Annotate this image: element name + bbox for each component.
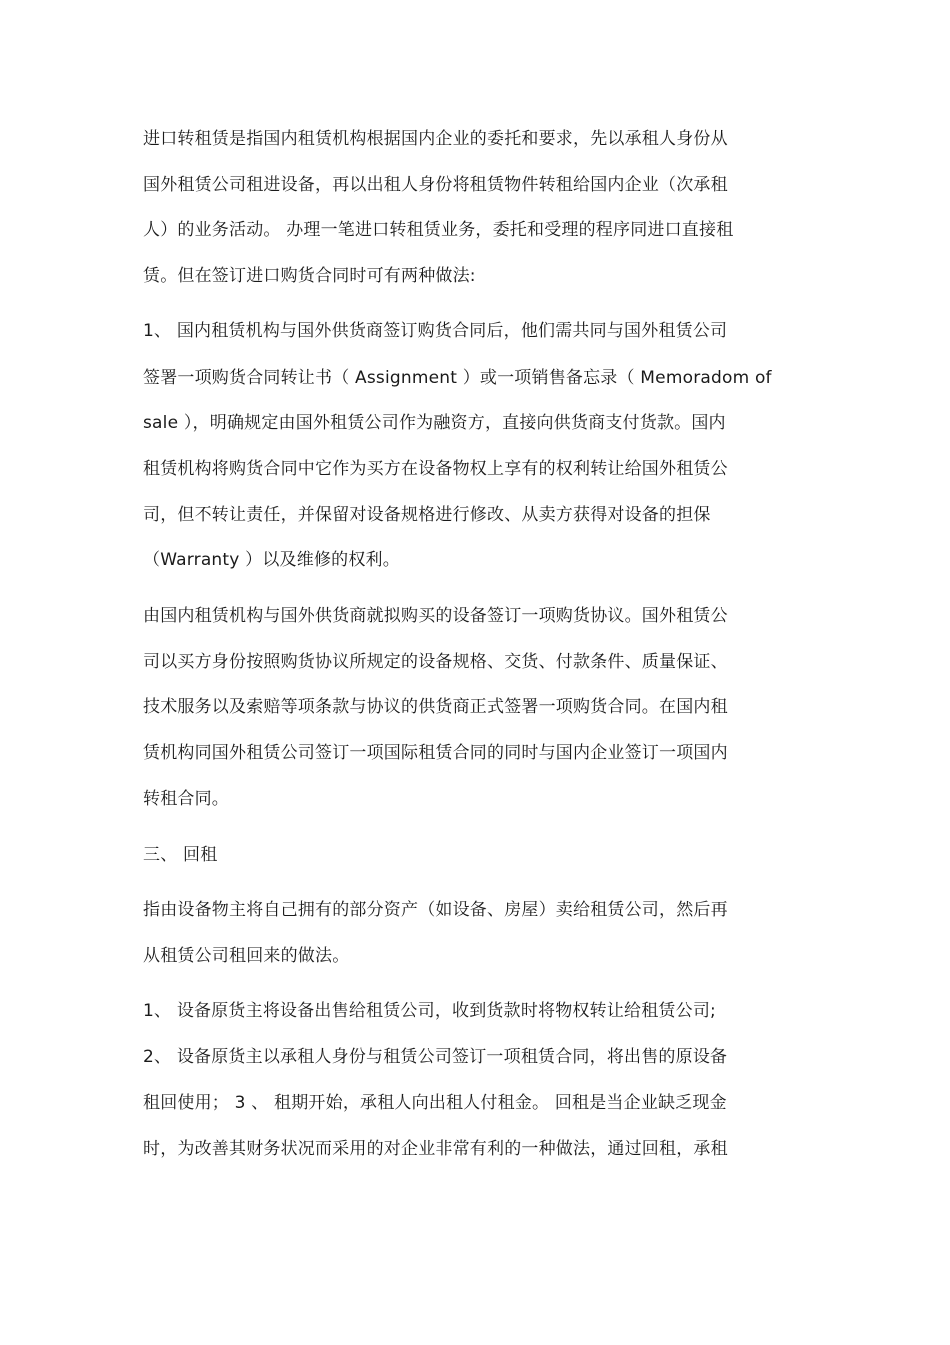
section-heading: 三、 回租	[143, 845, 218, 865]
paragraph4-line: 从租赁公司租回来的做法。	[143, 946, 350, 966]
paragraph3-line: 赁机构同国外租赁公司签订一项国际租赁合同的同时与国内企业签订一项国内	[143, 743, 728, 763]
paragraph6-line: 租回使用； 3 、 租期开始，承租人向出租人付租金。 回租是当企业缺乏现金	[143, 1093, 727, 1113]
paragraph6-line: 时，为改善其财务状况而采用的对企业非常有利的一种做法，通过回租，承租	[143, 1139, 728, 1159]
paragraph5-line: 1、 设备原货主将设备出售给租赁公司，收到货款时将物权转让给租赁公司;	[143, 1001, 716, 1021]
paragraph2-line: 租赁机构将购货合同中它作为买方在设备物权上享有的权利转让给国外租赁公	[143, 459, 728, 479]
paragraph6-line: 2、 设备原货主以承租人身份与租赁公司签订一项租赁合同，将出售的原设备	[143, 1047, 728, 1067]
paragraph1-line: 进口转租赁是指国内租赁机构根据国内企业的委托和要求，先以承租人身份从	[143, 129, 728, 149]
paragraph4-line: 指由设备物主将自己拥有的部分资产（如设备、房屋）卖给租赁公司，然后再	[143, 900, 728, 920]
paragraph2-line: 1、 国内租赁机构与国外供货商签订购货合同后，他们需共同与国外租赁公司	[143, 321, 728, 341]
paragraph1-line: 人）的业务活动。 办理一笔进口转租赁业务，委托和受理的程序同进口直接租	[143, 220, 734, 240]
paragraph2-line: sale ），明确规定由国外租赁公司作为融资方，直接向供货商支付货款。国内	[143, 413, 726, 433]
paragraph1-line: 国外租赁公司租进设备，再以出租人身份将租赁物件转租给国内企业（次承租	[143, 175, 728, 195]
paragraph3-line: 转租合同。	[143, 789, 229, 809]
paragraph1-line: 赁。但在签订进口购货合同时可有两种做法:	[143, 266, 476, 286]
paragraph3-line: 由国内租赁机构与国外供货商就拟购买的设备签订一项购货协议。国外租赁公	[143, 606, 728, 626]
paragraph3-line: 司以买方身份按照购货协议所规定的设备规格、交货、付款条件、质量保证、	[143, 652, 728, 672]
paragraph3-line: 技术服务以及索赔等项条款与协议的供货商正式签署一项购货合同。在国内租	[143, 697, 728, 717]
paragraph2-line: 司，但不转让责任，并保留对设备规格进行修改、从卖方获得对设备的担保	[143, 505, 711, 525]
paragraph2-line: （Warranty ）以及维修的权利。	[143, 550, 400, 570]
paragraph2-line: 签署一项购货合同转让书（ Assignment ）或一项销售备忘录（ Memoradom of	[143, 368, 772, 388]
